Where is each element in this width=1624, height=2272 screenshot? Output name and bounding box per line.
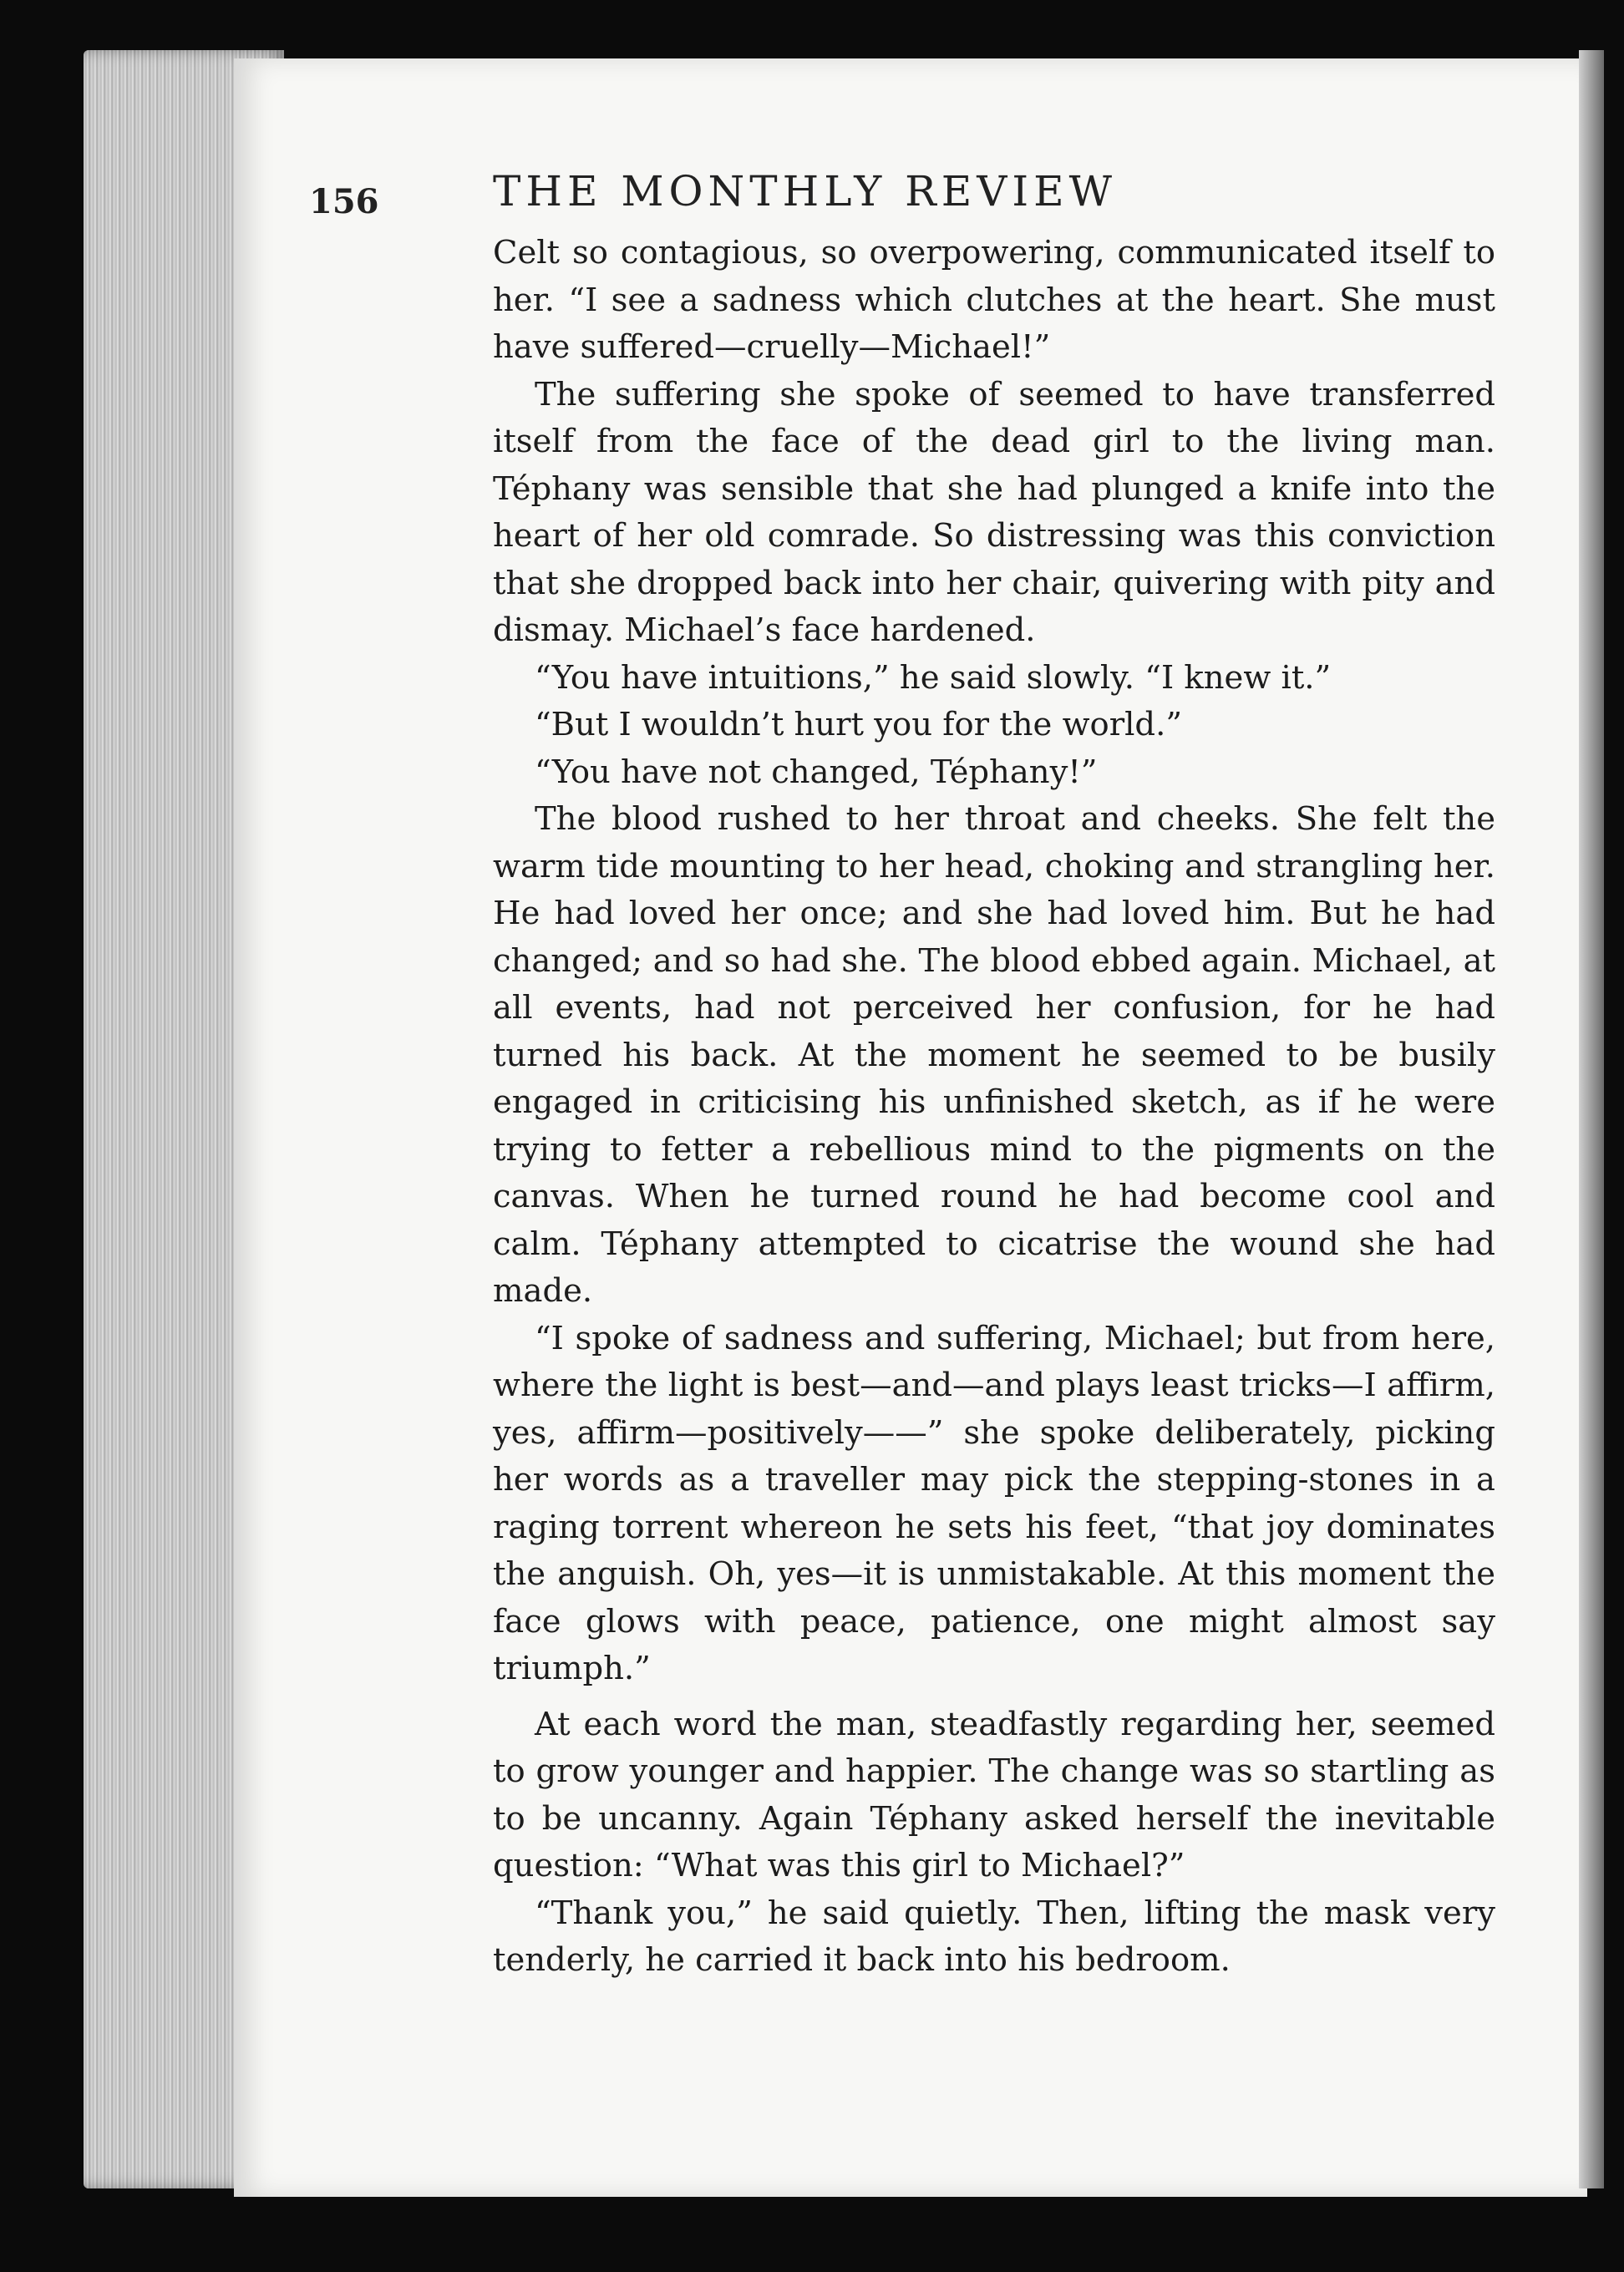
page-header — [309, 167, 1270, 226]
paragraph: The suffering she spoke of seemed to have transferred itself from the face of the dead girl to the living man. Téphany was sensible that she had plunged a knife into the heart of her old comrade. So distressing was this conviction that she dropped back into her chair, quivering with pity and dismay. Michael’s face hardened. — [493, 375, 1495, 649]
paragraph: Celt so contagious, so overpowering, communicated itself to her. “I see a sadness which clutches at the heart. She must have suffered—cruelly—Michael!” — [493, 234, 1495, 366]
paragraph: “You have not changed, Téphany!” — [535, 753, 1098, 791]
page-number: 156 — [309, 182, 379, 221]
paragraph: “But I wouldn’t hurt you for the world.” — [535, 706, 1183, 743]
paragraph: The blood rushed to her throat and cheeks. She felt the warm tide mounting to her head, choking and strangling her. He had loved her once; and she had loved him. But he had changed; and so had she. The blood ebbed again. Michael, at all events, had not perceived her confusion, for he had turned his back. At the moment he seemed to be busily engaged in criticising his unfinished sketch, as if he were trying to fetter a rebellious mind to the pigments on the canvas. When he turned round he had become cool and calm. Téphany attempted to cicatrise the wound she had made. — [493, 800, 1495, 1310]
paragraph: At each word the man, steadfastly regarding her, seemed to grow younger and happier. The change was so startling as to be uncanny. Again Téphany asked herself the inevitable question: “What was this girl to Michael?” — [493, 1705, 1495, 1884]
body-text — [493, 230, 1495, 1985]
spine-shadow — [1579, 50, 1604, 2188]
paragraph: “Thank you,” he said quietly. Then, lifting the mask very tenderly, he carried it back into his bedroom. — [493, 1894, 1495, 1979]
paragraph: “I spoke of sadness and suffering, Michael; but from here, where the light is best—and—and plays least tricks—I affirm, yes, affirm—positively——” she spoke deliberately, picking her words as a traveller may pick the stepping-stones in a raging torrent whereon he sets his feet, “that joy dominates the anguish. Oh, yes—it is unmistakable. At this moment the face glows with peace, patience, one might almost say triumph.” — [493, 1319, 1495, 1687]
paragraph: “You have intuitions,” he said slowly. “I knew it.” — [535, 658, 1332, 697]
running-title: THE MONTHLY REVIEW — [493, 167, 1118, 216]
